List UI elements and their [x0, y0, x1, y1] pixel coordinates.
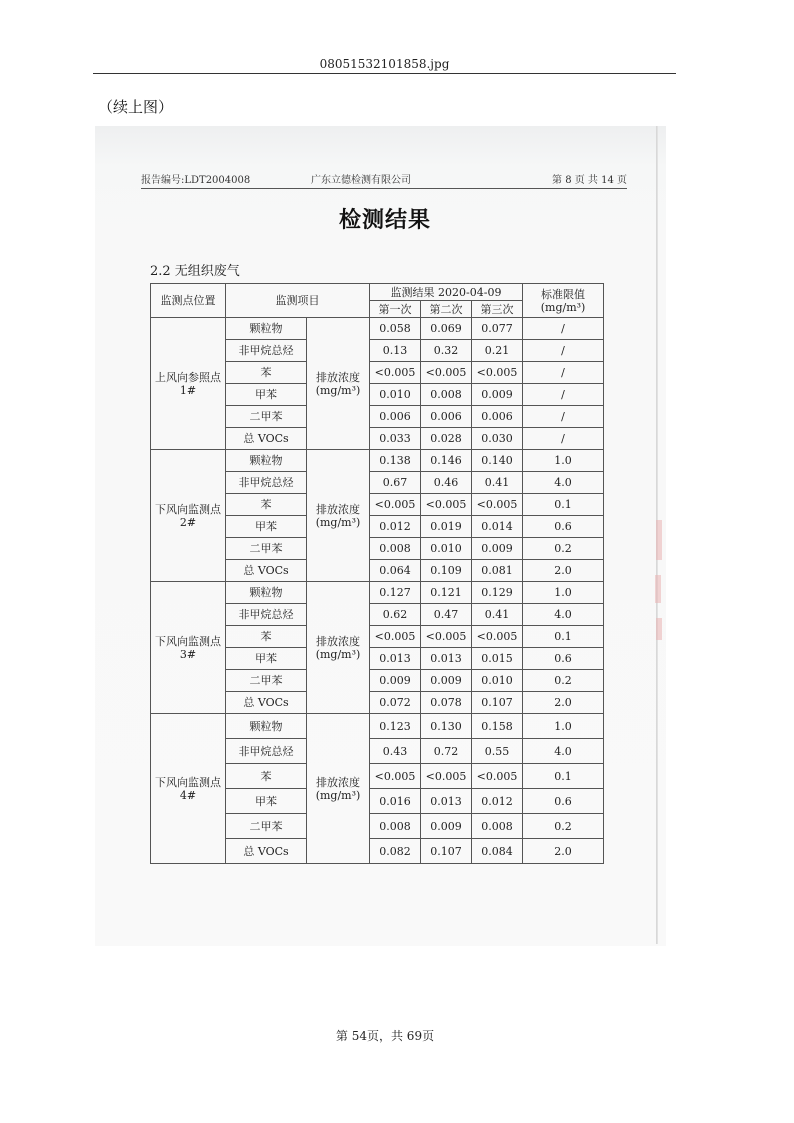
result-first-cell: <0.005: [370, 626, 421, 648]
result-third-cell: 0.009: [472, 538, 523, 560]
result-third-cell: 0.55: [472, 739, 523, 764]
result-third-cell: 0.012: [472, 789, 523, 814]
location-cell: 下风向监测点 2#: [151, 450, 226, 582]
result-third-cell: 0.41: [472, 604, 523, 626]
result-second-cell: 0.013: [421, 789, 472, 814]
result-first-cell: <0.005: [370, 494, 421, 516]
item-cell: 非甲烷总烃: [226, 472, 307, 494]
result-third-cell: 0.014: [472, 516, 523, 538]
limit-cell: 0.6: [523, 516, 604, 538]
table-row: [151, 582, 604, 604]
result-third-cell: 0.015: [472, 648, 523, 670]
table-row: [151, 318, 604, 340]
item-cell: 颗粒物: [226, 582, 307, 604]
header-third: 第三次: [472, 301, 523, 318]
limit-cell: 0.2: [523, 538, 604, 560]
seal-stamp-fragment: [655, 575, 661, 603]
limit-cell: 4.0: [523, 472, 604, 494]
result-second-cell: 0.069: [421, 318, 472, 340]
concentration-label-cell: 排放浓度 (mg/m³): [307, 714, 370, 864]
header-item: 监测项目: [226, 284, 370, 318]
limit-cell: 0.6: [523, 648, 604, 670]
result-first-cell: 0.010: [370, 384, 421, 406]
continued-label: （续上图）: [98, 98, 174, 116]
result-first-cell: 0.016: [370, 789, 421, 814]
limit-cell: /: [523, 318, 604, 340]
header-second: 第二次: [421, 301, 472, 318]
limit-cell: 0.1: [523, 494, 604, 516]
limit-cell: /: [523, 428, 604, 450]
item-cell: 甲苯: [226, 516, 307, 538]
item-cell: 总 VOCs: [226, 839, 307, 864]
limit-cell: 0.2: [523, 814, 604, 839]
result-second-cell: 0.009: [421, 814, 472, 839]
item-cell: 总 VOCs: [226, 428, 307, 450]
location-cell: 上风向参照点 1#: [151, 318, 226, 450]
page-footer: 第 54页，共 69页: [335, 1029, 435, 1043]
concentration-label-cell: 排放浓度 (mg/m³): [307, 318, 370, 450]
limit-cell: 0.1: [523, 626, 604, 648]
limit-cell: 1.0: [523, 582, 604, 604]
item-cell: 甲苯: [226, 648, 307, 670]
result-third-cell: 0.010: [472, 670, 523, 692]
result-third-cell: 0.41: [472, 472, 523, 494]
result-second-cell: <0.005: [421, 362, 472, 384]
result-third-cell: 0.21: [472, 340, 523, 362]
table-row: [151, 714, 604, 739]
result-second-cell: 0.146: [421, 450, 472, 472]
result-second-cell: 0.47: [421, 604, 472, 626]
result-second-cell: 0.008: [421, 384, 472, 406]
item-cell: 颗粒物: [226, 450, 307, 472]
page-header: [93, 57, 676, 74]
result-third-cell: 0.008: [472, 814, 523, 839]
limit-cell: 1.0: [523, 714, 604, 739]
result-third-cell: 0.140: [472, 450, 523, 472]
table-row: [151, 450, 604, 472]
result-first-cell: 0.008: [370, 814, 421, 839]
result-first-cell: 0.62: [370, 604, 421, 626]
header-first: 第一次: [370, 301, 421, 318]
limit-cell: /: [523, 340, 604, 362]
report-page-number: 第 8 页 共 14 页: [552, 175, 627, 186]
result-first-cell: 0.033: [370, 428, 421, 450]
result-second-cell: 0.130: [421, 714, 472, 739]
item-cell: 颗粒物: [226, 714, 307, 739]
result-first-cell: <0.005: [370, 362, 421, 384]
limit-cell: /: [523, 406, 604, 428]
result-second-cell: 0.013: [421, 648, 472, 670]
concentration-label-cell: 排放浓度 (mg/m³): [307, 582, 370, 714]
seal-stamp-fragment: [656, 520, 662, 560]
result-second-cell: 0.46: [421, 472, 472, 494]
result-second-cell: 0.028: [421, 428, 472, 450]
result-first-cell: 0.072: [370, 692, 421, 714]
limit-cell: 2.0: [523, 692, 604, 714]
result-third-cell: <0.005: [472, 494, 523, 516]
item-cell: 非甲烷总烃: [226, 604, 307, 626]
result-first-cell: 0.082: [370, 839, 421, 864]
item-cell: 甲苯: [226, 789, 307, 814]
result-third-cell: <0.005: [472, 764, 523, 789]
result-third-cell: 0.081: [472, 560, 523, 582]
result-second-cell: 0.109: [421, 560, 472, 582]
limit-cell: 0.2: [523, 670, 604, 692]
result-third-cell: 0.030: [472, 428, 523, 450]
result-second-cell: 0.32: [421, 340, 472, 362]
result-third-cell: <0.005: [472, 362, 523, 384]
result-first-cell: 0.009: [370, 670, 421, 692]
result-first-cell: 0.127: [370, 582, 421, 604]
result-first-cell: 0.67: [370, 472, 421, 494]
company-name: 广东立德检测有限公司: [311, 175, 411, 186]
item-cell: 总 VOCs: [226, 692, 307, 714]
result-first-cell: 0.43: [370, 739, 421, 764]
item-cell: 二甲苯: [226, 670, 307, 692]
result-first-cell: 0.012: [370, 516, 421, 538]
concentration-label-cell: 排放浓度 (mg/m³): [307, 450, 370, 582]
location-cell: 下风向监测点 4#: [151, 714, 226, 864]
item-cell: 非甲烷总烃: [226, 739, 307, 764]
report-header: [141, 175, 627, 189]
result-first-cell: 0.008: [370, 538, 421, 560]
result-first-cell: 0.013: [370, 648, 421, 670]
results-table: [150, 283, 604, 864]
result-second-cell: 0.121: [421, 582, 472, 604]
result-second-cell: <0.005: [421, 494, 472, 516]
result-third-cell: <0.005: [472, 626, 523, 648]
result-third-cell: 0.084: [472, 839, 523, 864]
result-second-cell: 0.107: [421, 839, 472, 864]
result-first-cell: <0.005: [370, 764, 421, 789]
location-cell: 下风向监测点 3#: [151, 582, 226, 714]
result-first-cell: 0.123: [370, 714, 421, 739]
limit-cell: /: [523, 384, 604, 406]
limit-cell: 2.0: [523, 839, 604, 864]
result-third-cell: 0.158: [472, 714, 523, 739]
result-second-cell: <0.005: [421, 626, 472, 648]
item-cell: 颗粒物: [226, 318, 307, 340]
limit-cell: 1.0: [523, 450, 604, 472]
item-cell: 二甲苯: [226, 538, 307, 560]
limit-cell: 4.0: [523, 739, 604, 764]
limit-cell: /: [523, 362, 604, 384]
limit-cell: 0.6: [523, 789, 604, 814]
limit-cell: 2.0: [523, 560, 604, 582]
result-first-cell: 0.006: [370, 406, 421, 428]
result-second-cell: 0.010: [421, 538, 472, 560]
result-second-cell: 0.006: [421, 406, 472, 428]
result-second-cell: 0.72: [421, 739, 472, 764]
result-second-cell: 0.009: [421, 670, 472, 692]
section-title: 2.2 无组织废气: [150, 264, 240, 279]
report-number: 报告编号:LDT2004008: [141, 175, 251, 186]
item-cell: 二甲苯: [226, 814, 307, 839]
result-first-cell: 0.064: [370, 560, 421, 582]
item-cell: 非甲烷总烃: [226, 340, 307, 362]
result-third-cell: 0.009: [472, 384, 523, 406]
result-second-cell: <0.005: [421, 764, 472, 789]
item-cell: 苯: [226, 626, 307, 648]
item-cell: 二甲苯: [226, 406, 307, 428]
limit-cell: 4.0: [523, 604, 604, 626]
result-third-cell: 0.129: [472, 582, 523, 604]
header-result: 监测结果 2020-04-09: [370, 284, 523, 301]
limit-cell: 0.1: [523, 764, 604, 789]
result-first-cell: 0.138: [370, 450, 421, 472]
result-third-cell: 0.077: [472, 318, 523, 340]
result-third-cell: 0.006: [472, 406, 523, 428]
result-third-cell: 0.107: [472, 692, 523, 714]
result-first-cell: 0.13: [370, 340, 421, 362]
result-first-cell: 0.058: [370, 318, 421, 340]
item-cell: 甲苯: [226, 384, 307, 406]
header-limit: 标准限值 (mg/m³): [523, 284, 604, 318]
result-second-cell: 0.078: [421, 692, 472, 714]
item-cell: 苯: [226, 494, 307, 516]
item-cell: 苯: [226, 764, 307, 789]
item-cell: 苯: [226, 362, 307, 384]
report-title: 检测结果: [338, 207, 431, 233]
seal-stamp-fragment: [656, 618, 662, 640]
item-cell: 总 VOCs: [226, 560, 307, 582]
header-filename: 08051532101858.jpg: [319, 57, 450, 71]
result-second-cell: 0.019: [421, 516, 472, 538]
table-body: [151, 318, 604, 864]
header-location: 监测点位置: [151, 284, 226, 318]
